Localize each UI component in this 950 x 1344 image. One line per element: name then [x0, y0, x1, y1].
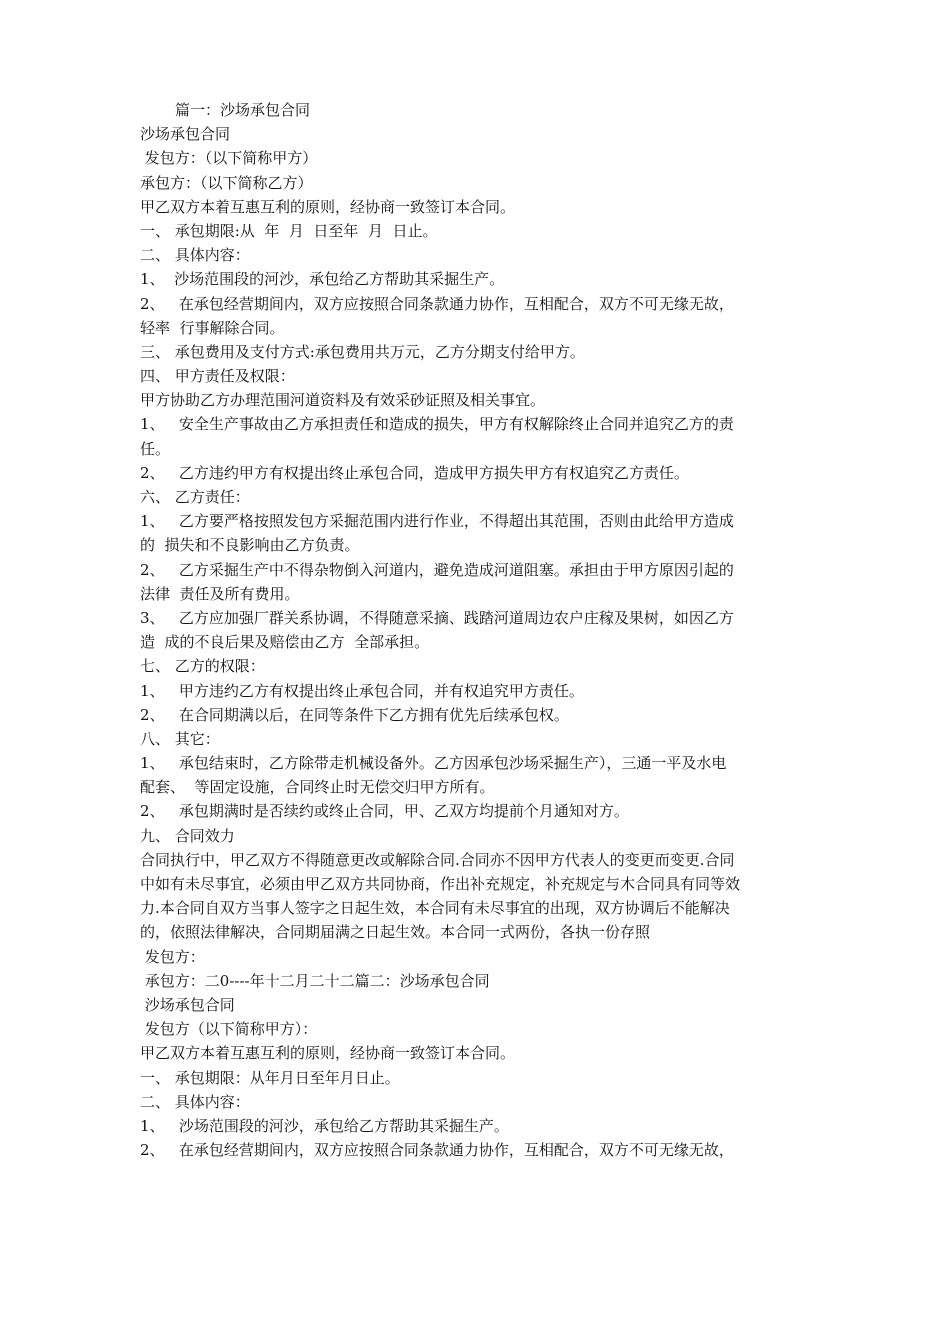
document-line: 发包方（以下简称甲方）：	[140, 1020, 318, 1039]
document-line: 2、 在承包经营期间内，双方应按照合同条款通力协作，互相配合，双方不可无缘无故，	[140, 1141, 734, 1160]
document-line: 二、 具体内容：	[140, 246, 250, 265]
document-line: 2、 在合同期满以后，在同等条件下乙方拥有优先后续承包权。	[140, 705, 569, 724]
document-line: 六、 乙方责任：	[140, 488, 250, 506]
document-line: 配套、 等固定设施，合同终止时无偿交归甲方所有。	[140, 778, 495, 797]
document-line: 发包方：（以下简称甲方）	[140, 149, 318, 168]
document-line: 任。	[140, 439, 171, 458]
document-line: 2、 乙方违约甲方有权提出终止承包合同，造成甲方损失甲方有权追究乙方责任。	[140, 463, 689, 482]
document-line: 1、 安全生产事故由乙方承担责任和造成的损失，甲方有权解除终止合同并追究乙方的责	[140, 415, 734, 434]
document-line: 力.本合同自双方当事人签字之日起生效，本合同有未尽事宜的出现，双方协调后不能解决	[140, 899, 730, 918]
document-title: 篇一：沙场承包合同	[175, 101, 311, 119]
document-line: 一、 承包期限:从 年 月 日至年 月 日止。	[140, 221, 438, 240]
document-line: 八、 其它：	[140, 729, 220, 748]
document-line: 沙场承包合同	[140, 125, 231, 144]
document-line: 中如有未尽事宜，必须由甲乙双方共同协商，作出补充规定，补充规定与木合同具有同等效	[140, 875, 741, 893]
document-line: 承包方：（以下简称乙方）	[140, 173, 313, 192]
document-line: 法律 责任及所有费用。	[140, 584, 300, 603]
document-line: 三、 承包费用及支付方式:承包费用共万元，乙方分期支付给甲方。	[140, 342, 585, 361]
document-line: 甲方协助乙方办理范围河道资料及有效采砂证照及相关事宜。	[140, 391, 546, 410]
document-line: 1、 沙场范围段的河沙，承包给乙方帮助其采掘生产。	[140, 1116, 509, 1135]
document-line: 发包方：	[140, 947, 205, 966]
document-line: 3、 乙方应加强厂群关系协调，不得随意采摘、践踏河道周边农户庄稼及果树，如因乙方	[140, 608, 734, 627]
document-line: 承包方：二0----年十二月二十二篇二：沙场承包合同	[140, 971, 490, 990]
document-line: 1、 沙场范围段的河沙，承包给乙方帮助其采掘生产。	[140, 270, 505, 289]
document-line: 1、 乙方要严格按照发包方采掘范围内进行作业，不得超出其范围，否则由此给甲方造成	[140, 512, 734, 531]
document-line: 2、 承包期满时是否续约或终止合同，甲、乙双方均提前个月通知对方。	[140, 802, 629, 821]
document-line: 七、 乙方的权限：	[140, 657, 265, 676]
document-line: 2、 乙方采掘生产中不得杂物倒入河道内，避免造成河道阻塞。承担由于甲方原因引起的	[140, 560, 734, 579]
document-line: 四、 甲方责任及权限：	[140, 367, 295, 386]
document-line: 1、 甲方违约乙方有权提出终止承包合同，并有权追究甲方责任。	[140, 681, 584, 700]
document-body	[140, 98, 820, 1162]
document-line: 一、 承包期限：从年月日至年月日止。	[140, 1068, 400, 1087]
document-line: 的，依照法律解决，合同期届满之日起生效。本合同一式两份，各执一份存照	[140, 923, 651, 942]
document-line: 的 损失和不良影响由乙方负责。	[140, 536, 360, 555]
document-line: 沙场承包合同	[140, 995, 235, 1014]
document-line: 1、 承包结束时，乙方除带走机械设备外。乙方因承包沙场采掘生产），三通一平及水电	[140, 754, 727, 773]
document-line: 甲乙双方本着互惠互利的原则，经协商一致签订本合同。	[140, 197, 516, 216]
document-line: 九、 合同效力	[140, 826, 235, 845]
document-line: 造 成的不良后果及赔偿由乙方 全部承担。	[140, 633, 430, 652]
document-line: 合同执行中，甲乙双方不得随意更改或解除合同.合同亦不因甲方代表人的变更而变更.合同	[140, 850, 735, 869]
document-line: 二、 具体内容：	[140, 1092, 250, 1111]
document-line: 2、 在承包经营期间内，双方应按照合同条款通力协作，互相配合，双方不可无缘无故，	[140, 294, 734, 313]
document-line: 甲乙双方本着互惠互利的原则，经协商一致签订本合同。	[140, 1044, 516, 1063]
document-line: 轻率 行事解除合同。	[140, 318, 285, 337]
